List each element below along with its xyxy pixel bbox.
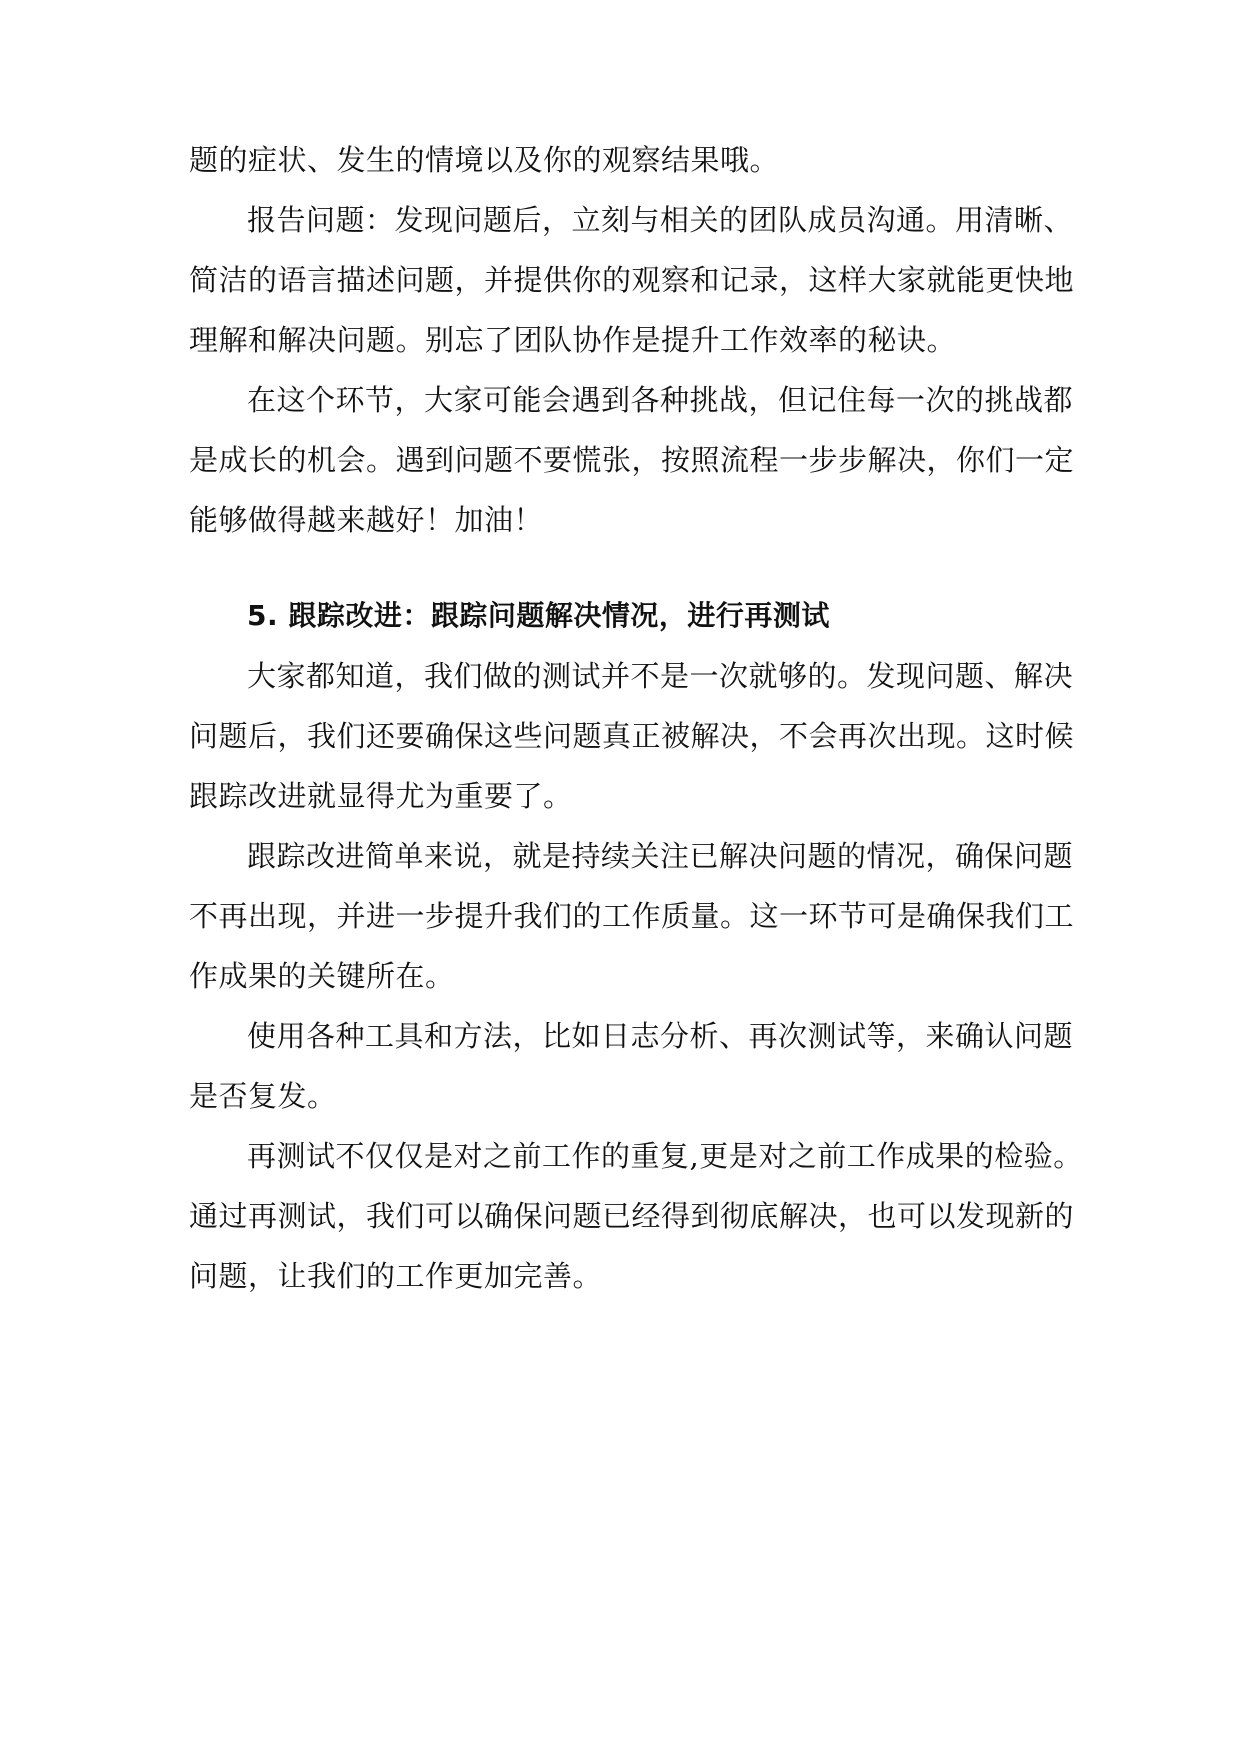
text-line: 能够做得越来越好！加油！ — [189, 503, 544, 537]
paragraph-3 — [189, 380, 1075, 540]
text-line: 题的症状、发生的情境以及你的观察结果哦。 — [189, 143, 780, 177]
text-line: 不再出现，并进一步提升我们的工作质量。这一环节可是确保我们工 — [189, 899, 1075, 933]
text-line: 在这个环节，大家可能会遇到各种挑战，但记住每一次的挑战都 — [247, 383, 1074, 417]
text-line: 大家都知道，我们做的测试并不是一次就够的。发现问题、解决 — [247, 659, 1074, 693]
text-line: 问题，让我们的工作更加完善。 — [189, 1259, 603, 1293]
paragraph-2 — [189, 200, 1075, 360]
text-line: 问题后，我们还要确保这些问题真正被解决，不会再次出现。这时候 — [189, 719, 1075, 753]
paragraph-5 — [189, 836, 1075, 996]
paragraph-6 — [189, 1016, 1074, 1116]
text-line: 是否复发。 — [189, 1079, 337, 1113]
text-line: 作成果的关键所在。 — [189, 959, 455, 993]
section-heading: 5. 跟踪改进：跟踪问题解决情况，进行再测试 — [247, 599, 830, 632]
text-line: 简洁的语言描述问题，并提供你的观察和记录，这样大家就能更快地 — [189, 263, 1075, 297]
text-line: 跟踪改进就显得尤为重要了。 — [189, 779, 573, 813]
text-line: 理解和解决问题。别忘了团队协作是提升工作效率的秘诀。 — [189, 323, 957, 357]
paragraph-4 — [189, 656, 1075, 816]
paragraph-1 — [189, 140, 1069, 180]
text-line: 是成长的机会。遇到问题不要慌张，按照流程一步步解决，你们一定 — [189, 443, 1075, 477]
text-line: 使用各种工具和方法，比如日志分析、再次测试等，来确认问题 — [247, 1019, 1074, 1053]
text-line: 跟踪改进简单来说，就是持续关注已解决问题的情况，确保问题 — [247, 839, 1074, 873]
text-line: 再测试不仅仅是对之前工作的重复,更是对之前工作成果的检验。 — [247, 1139, 1083, 1173]
paragraph-7 — [189, 1136, 1083, 1296]
text-line: 通过再测试，我们可以确保问题已经得到彻底解决，也可以发现新的 — [189, 1199, 1075, 1233]
document-page — [189, 140, 1083, 1296]
text-line: 报告问题：发现问题后，立刻与相关的团队成员沟通。用清晰、 — [247, 203, 1074, 237]
